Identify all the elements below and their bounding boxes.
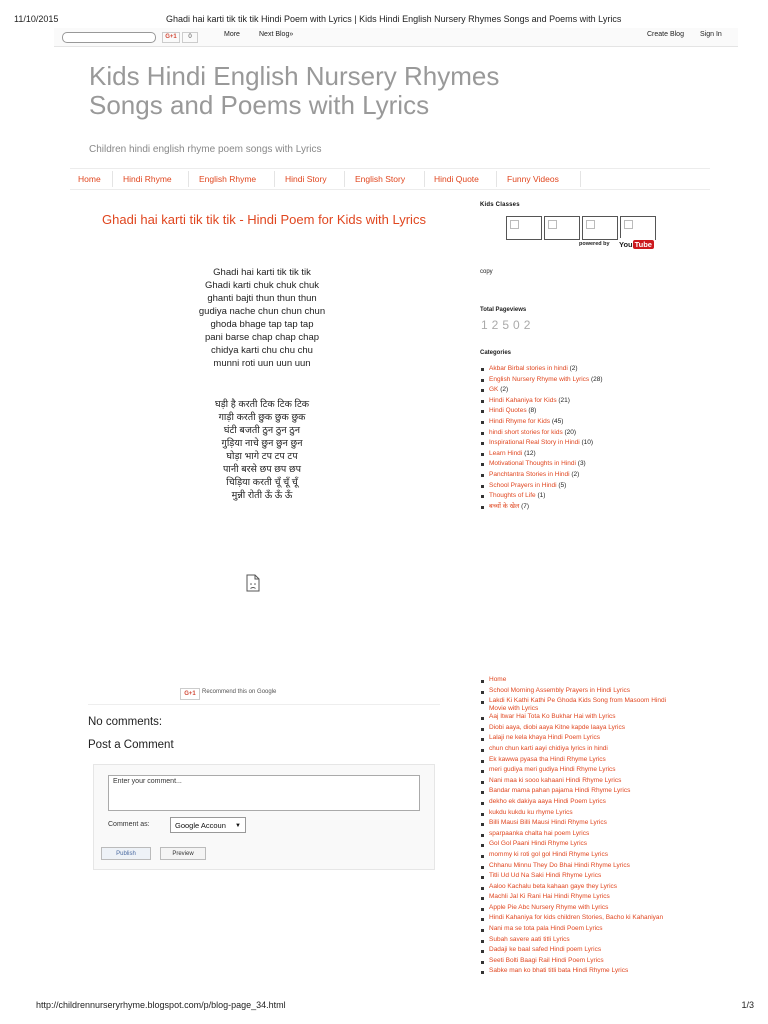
page-link[interactable]: Lakdi Ki Kathi Kathi Pe Ghoda Kids Song from Masoom Hindi Movie with Lyrics — [489, 697, 667, 713]
pageviews-heading: Total Pageviews — [480, 307, 527, 313]
page-link[interactable]: Apple Pie Abc Nursery Rhyme with Lyrics — [489, 903, 609, 911]
tab-hindi-quote[interactable]: Hindi Quote — [434, 174, 479, 184]
gplus-button[interactable]: G+1 — [162, 32, 180, 43]
list-item — [480, 819, 680, 830]
list-item: Inspirational Real Story in Hindi (10) — [480, 438, 603, 449]
page-link[interactable]: Dadaji ke baal safed Hindi poem Lyrics — [489, 946, 602, 954]
copy-text: copy — [480, 269, 493, 275]
video-thumbnail[interactable] — [620, 216, 656, 240]
list-item — [480, 734, 680, 745]
list-item: बच्चों के खेल (7) — [480, 502, 603, 513]
list-item — [480, 724, 680, 735]
image-placeholder-icon — [548, 220, 557, 229]
list-item: Hindi Quotes (8) — [480, 406, 603, 417]
list-item: Motivational Thoughts in Hindi (3) — [480, 459, 603, 470]
category-link[interactable]: Akbar Birbal stories in hindi — [489, 365, 568, 372]
list-item: Panchtantra Stories in Hindi (2) — [480, 470, 603, 481]
youtube-logo[interactable]: You Tube — [619, 238, 655, 252]
page-link[interactable]: Titli Ud Ud Na Saki Hindi Rhyme Lyrics — [489, 872, 602, 880]
list-item: English Nursery Rhyme with Lyrics (28) — [480, 375, 603, 386]
list-item: Hindi Kahaniya for Kids (21) — [480, 396, 603, 407]
list-item — [480, 936, 680, 947]
list-item — [480, 925, 680, 936]
no-comments-heading: No comments: — [88, 716, 163, 728]
category-link[interactable]: GK — [489, 386, 499, 394]
page-link[interactable]: Seeti Bolti Baagi Rail Hindi Poem Lyrics — [489, 956, 604, 964]
list-item: Akbar Birbal stories in hindi (2) — [480, 364, 603, 375]
sign-in-link[interactable]: Sign In — [700, 31, 722, 38]
recommend-text: Recommend this on Google — [202, 689, 277, 695]
page-link[interactable]: Hindi Kahaniya for kids children Stories, Bacho ki Kahaniyan — [489, 914, 664, 922]
create-blog-link[interactable]: Create Blog — [647, 31, 684, 38]
categories-heading: Categories — [480, 350, 512, 356]
comment-form — [93, 764, 435, 870]
more-link[interactable]: More — [224, 31, 240, 38]
tab-english-rhyme[interactable]: English Rhyme — [199, 174, 257, 184]
video-thumbnail[interactable] — [506, 216, 542, 240]
list-item: GK (2) — [480, 385, 603, 396]
powered-by-label: powered by — [579, 241, 610, 247]
list-item — [480, 687, 680, 698]
list-item — [480, 798, 680, 809]
page-link[interactable]: sparpaanka chalta hai poem Lyrics — [489, 829, 590, 837]
poem-hindi: घड़ी है करती टिक टिक टिक गाड़ी करती छुक छुक छुक घंटी बजती ठुन ठुन ठुन गुड़िया नाचे छुन छुन छुन घोड़ा भागे टप टप टप पानी बरसे छप छप छप चिड़िया करती चूँ चूँ चूँ मुन्नी रोती ऊँ ऊँ ऊँ — [214, 399, 310, 501]
list-item — [480, 862, 680, 873]
gplus-count: 0 — [182, 32, 198, 43]
account-select[interactable]: Google Accoun ▼ — [170, 817, 246, 833]
comment-as-label: Comment as: — [108, 821, 150, 828]
navbar-search-input[interactable] — [62, 32, 156, 43]
list-item: School Prayers in Hindi (5) — [480, 481, 603, 492]
page-link[interactable]: Sabke man ko bhati titli bata Hindi Rhyme Lyrics — [489, 967, 629, 975]
list-item: Thoughts of Life (1) — [480, 491, 603, 502]
print-date: 11/10/2015 — [14, 14, 59, 24]
category-link[interactable]: Hindi Rhyme for Kids — [489, 417, 551, 425]
divider — [88, 704, 440, 705]
gplus-recommend-button[interactable]: G+1 — [180, 688, 200, 700]
next-blog-link[interactable]: Next Blog» — [259, 31, 294, 38]
list-item — [480, 967, 680, 978]
page-link[interactable]: meri gudiya meri gudiya Hindi Rhyme Lyrics — [489, 766, 616, 774]
blog-description: Children hindi english rhyme poem songs with Lyrics — [89, 144, 322, 155]
page-link[interactable]: Lalaji ne kela khaya Hindi Poem Lyrics — [489, 734, 601, 742]
list-item: Hindi Rhyme for Kids (45) — [480, 417, 603, 428]
list-item — [480, 830, 680, 841]
list-item — [480, 904, 680, 915]
page-link[interactable]: Nani ma se tota pala Hindi Poem Lyrics — [489, 925, 603, 933]
tab-english-story[interactable]: English Story — [355, 174, 406, 184]
list-item — [480, 851, 680, 862]
poem-english: Ghadi hai karti tik tik tik Ghadi karti chuk chuk chuk ghanti bajti thun thun thun gudiya nache chun chun chun ghoda bhage tap tap tap pani barse chap chap chap chidya karti chu chu chu munni roti uun uun uun — [198, 267, 326, 369]
print-page-number: 1/3 — [741, 1000, 754, 1010]
list-item — [480, 840, 680, 851]
image-placeholder-icon — [624, 220, 633, 229]
page-link[interactable]: School Morning Assembly Prayers in Hindi Lyrics — [489, 686, 631, 694]
page-link[interactable]: Machli Jal Ki Rani Hai Hindi Rhyme Lyrics — [489, 893, 610, 901]
video-thumbnail[interactable] — [544, 216, 580, 240]
video-thumbnail[interactable] — [582, 216, 618, 240]
list-item — [480, 914, 680, 925]
list-item — [480, 745, 680, 756]
page-link[interactable]: chun chun karti aayi chidiya lyrics in hindi — [489, 744, 608, 752]
pageviews-counter: 12502 — [481, 318, 535, 332]
post-comment-heading: Post a Comment — [88, 739, 174, 751]
category-link[interactable]: Hindi Kahaniya for Kids — [489, 396, 557, 404]
page-link[interactable]: Bandar mama pahan pajama Hindi Rhyme Lyrics — [489, 787, 631, 795]
blogger-navbar — [54, 28, 738, 47]
page-link[interactable]: Home — [489, 676, 507, 683]
list-item: Learn Hindi (12) — [480, 449, 603, 460]
publish-button[interactable]: Publish — [101, 847, 151, 860]
list-item — [480, 676, 680, 687]
tab-hindi-story[interactable]: Hindi Story — [285, 174, 327, 184]
list-item — [480, 957, 680, 968]
page-link[interactable]: Diobi aaya, diobi aaya Kitne kapde laaya Lyrics — [489, 723, 625, 731]
categories-list — [480, 364, 603, 512]
page-link[interactable]: Nani maa ki sooo kahaani Hindi Rhyme Lyrics — [489, 776, 622, 784]
page-link[interactable]: mommy ki roti gol gol Hindi Rhyme Lyrics — [489, 850, 608, 858]
page-link[interactable]: dekho ek dakiya aaya Hindi Poem Lyrics — [489, 797, 606, 805]
list-item — [480, 883, 680, 894]
page-link[interactable]: Aaj Itwar Hai Tota Ko Bukhar Hai with Lyrics — [489, 713, 616, 721]
print-title: Ghadi hai karti tik tik tik Hindi Poem with Lyrics | Kids Hindi English Nursery Rhymes Songs and Poems with Lyrics — [166, 14, 622, 24]
list-item — [480, 787, 680, 798]
category-link[interactable]: Learn Hindi — [489, 449, 523, 457]
list-item — [480, 756, 680, 767]
tab-hindi-rhyme[interactable]: Hindi Rhyme — [123, 174, 172, 184]
tabs-nav — [70, 168, 710, 190]
list-item: hindi short stories for kids (20) — [480, 428, 603, 439]
list-item — [480, 809, 680, 820]
preview-button[interactable]: Preview — [160, 847, 206, 860]
page-link[interactable]: Billi Mausi Billi Mausi Hindi Rhyme Lyrics — [489, 819, 607, 827]
category-link[interactable]: Panchtantra Stories in Hindi — [489, 470, 570, 478]
category-link[interactable]: Thoughts of Life — [489, 492, 536, 500]
page-link[interactable]: kukdu kukdu ku rhyme Lyrics — [489, 808, 573, 816]
pages-list — [480, 676, 680, 978]
image-placeholder-icon — [510, 220, 519, 229]
list-item — [480, 766, 680, 777]
category-link[interactable]: School Prayers in Hindi — [489, 481, 557, 489]
list-item — [480, 872, 680, 883]
list-item — [480, 777, 680, 788]
page-link[interactable]: Gol Gol Paani Hindi Rhyme Lyrics — [489, 840, 588, 848]
print-url: http://childrennurseryrhyme.blogspot.com/p/blog-page_34.html — [36, 1000, 286, 1010]
list-item — [480, 893, 680, 904]
list-item — [480, 946, 680, 957]
image-placeholder-icon — [586, 220, 595, 229]
category-link[interactable]: Motivational Thoughts in Hindi — [489, 460, 576, 468]
page-link[interactable]: Ek kawwa pyasa tha Hindi Rhyme Lyrics — [489, 755, 606, 763]
comment-textarea[interactable]: Enter your comment... — [108, 775, 420, 811]
category-link[interactable]: hindi short stories for kids — [489, 428, 563, 436]
category-link[interactable]: बच्चों के खेल — [489, 502, 520, 510]
broken-image-icon — [245, 574, 261, 592]
category-link[interactable]: English Nursery Rhyme with Lyrics — [489, 375, 590, 383]
tab-home[interactable]: Home — [78, 174, 101, 184]
category-link[interactable]: Hindi Quotes — [489, 407, 527, 415]
page-link[interactable]: Chhanu Minnu They Do Bhai Hindi Rhyme Lyrics — [489, 861, 630, 869]
blog-title[interactable]: Kids Hindi English Nursery Rhymes Songs and Poems with Lyrics — [89, 61, 500, 120]
tab-funny-videos[interactable]: Funny Videos — [507, 174, 559, 184]
page-link[interactable]: Aaloo Kachalu beta kahaan gaye they Lyrics — [489, 882, 618, 890]
list-item — [480, 697, 680, 713]
list-item — [480, 713, 680, 724]
page-link[interactable]: Subah savere aati titli Lyrics — [489, 935, 570, 943]
post-title[interactable]: Ghadi hai karti tik tik tik - Hindi Poem for Kids with Lyrics — [102, 212, 426, 227]
category-link[interactable]: Inspirational Real Story in Hindi — [489, 439, 580, 447]
kids-classes-heading: Kids Classes — [480, 202, 520, 208]
chevron-down-icon: ▼ — [235, 823, 241, 829]
